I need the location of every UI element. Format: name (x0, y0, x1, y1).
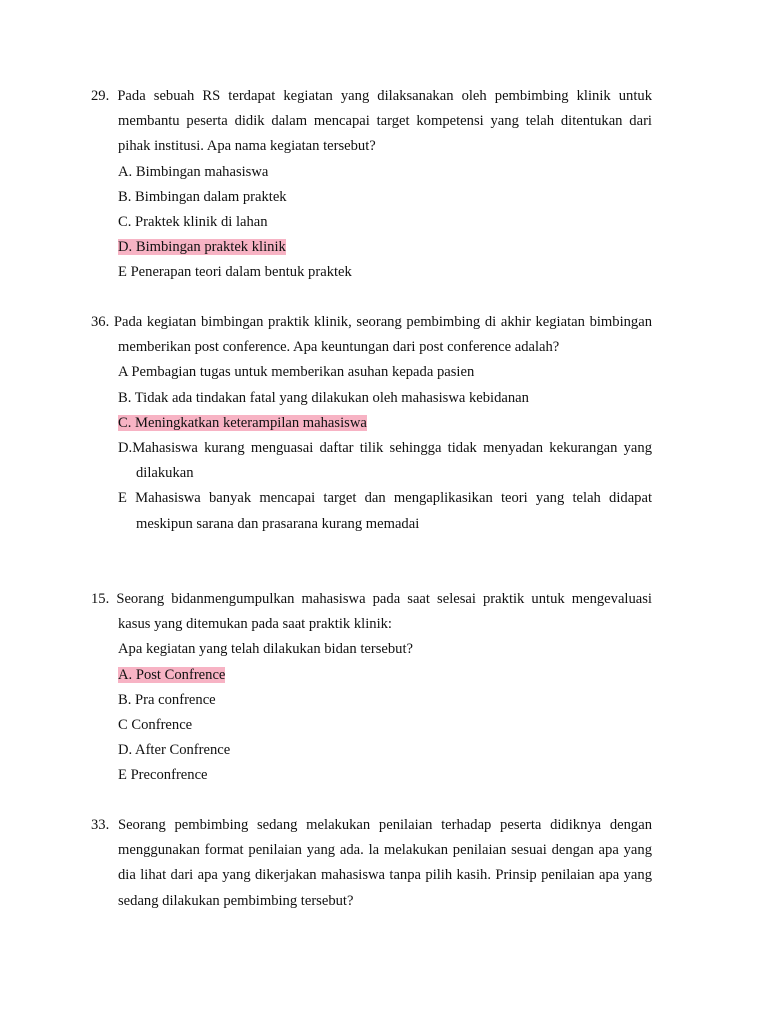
answer-option (118, 360, 652, 385)
answer-options (91, 360, 652, 536)
option-text: D.Mahasiswa kurang menguasai daftar tilik sehingga tidak menyadan kekurangan yang dilakukan (118, 440, 652, 482)
question-29 (91, 84, 652, 286)
option-text: E Preconfrence (118, 767, 208, 784)
option-text: B. Pra confrence (118, 691, 216, 708)
option-text: C. Praktek klinik di lahan (118, 214, 268, 231)
answer-option (118, 663, 652, 688)
highlighted-answer: A. Post Confrence (118, 666, 226, 683)
answer-option (118, 688, 652, 713)
option-text: A. Bimbingan mahasiswa (118, 163, 269, 180)
highlighted-answer: C. Meningkatkan keterampilan mahasiswa (118, 414, 367, 431)
question-36 (91, 310, 652, 537)
option-text: D. After Confrence (118, 742, 231, 759)
answer-option (118, 436, 652, 486)
question-stem: 29. Pada sebuah RS terdapat kegiatan yang dilaksanakan oleh pembimbing klinik untuk membantu peserta didik dalam mencapai target kompetensi yang telah ditentukan dari pihak institusi. Apa nama kegiatan tersebut? (91, 88, 652, 155)
option-text: E Mahasiswa banyak mencapai target dan mengaplikasikan teori yang telah didapat meskipun sarana dan prasarana kurang memadai (118, 490, 652, 532)
question-stem-extra: Apa kegiatan yang telah dilakukan bidan tersebut? (118, 641, 414, 658)
answer-option (118, 160, 652, 185)
question-stem: 36. Pada kegiatan bimbingan praktik klinik, seorang pembimbing di akhir kegiatan bimbingan memberikan post conference. Apa keuntungan dari post conference adalah? (91, 314, 652, 356)
answer-option (118, 763, 652, 788)
answer-option (118, 486, 652, 536)
answer-option (118, 713, 652, 738)
answer-option (118, 411, 652, 436)
answer-options (91, 663, 652, 789)
answer-option (118, 738, 652, 763)
question-15 (91, 587, 652, 789)
option-text: C Confrence (118, 717, 193, 734)
question-stem: 15. Seorang bidanmengumpulkan mahasiswa pada saat selesai praktik untuk mengevaluasi kasus yang ditemukan pada saat praktik klinik: (91, 591, 652, 633)
option-text: B. Tidak ada tindakan fatal yang dilakukan oleh mahasiswa kebidanan (118, 389, 529, 406)
option-text: A Pembagian tugas untuk memberikan asuhan kepada pasien (118, 364, 475, 381)
answer-option (118, 386, 652, 411)
answer-options (91, 160, 652, 286)
highlighted-answer: D. Bimbingan praktek klinik (118, 239, 286, 256)
answer-option (118, 185, 652, 210)
answer-option (118, 210, 652, 235)
question-stem: 33. Seorang pembimbing sedang melakukan penilaian terhadap peserta didiknya dengan menggunakan format penilaian yang ada. la melakukan penilaian sesuai dengan apa yang dia lihat dari apa yang dikerjakan mahasiswa tanpa pilih kasih. Prinsip penilaian apa yang sedang dilakukan pembimbing tersebut? (91, 817, 652, 909)
question-33 (91, 813, 652, 914)
answer-option (118, 235, 652, 260)
option-text: B. Bimbingan dalam praktek (118, 188, 287, 205)
answer-option (118, 260, 652, 285)
option-text: E Penerapan teori dalam bentuk praktek (118, 264, 352, 281)
